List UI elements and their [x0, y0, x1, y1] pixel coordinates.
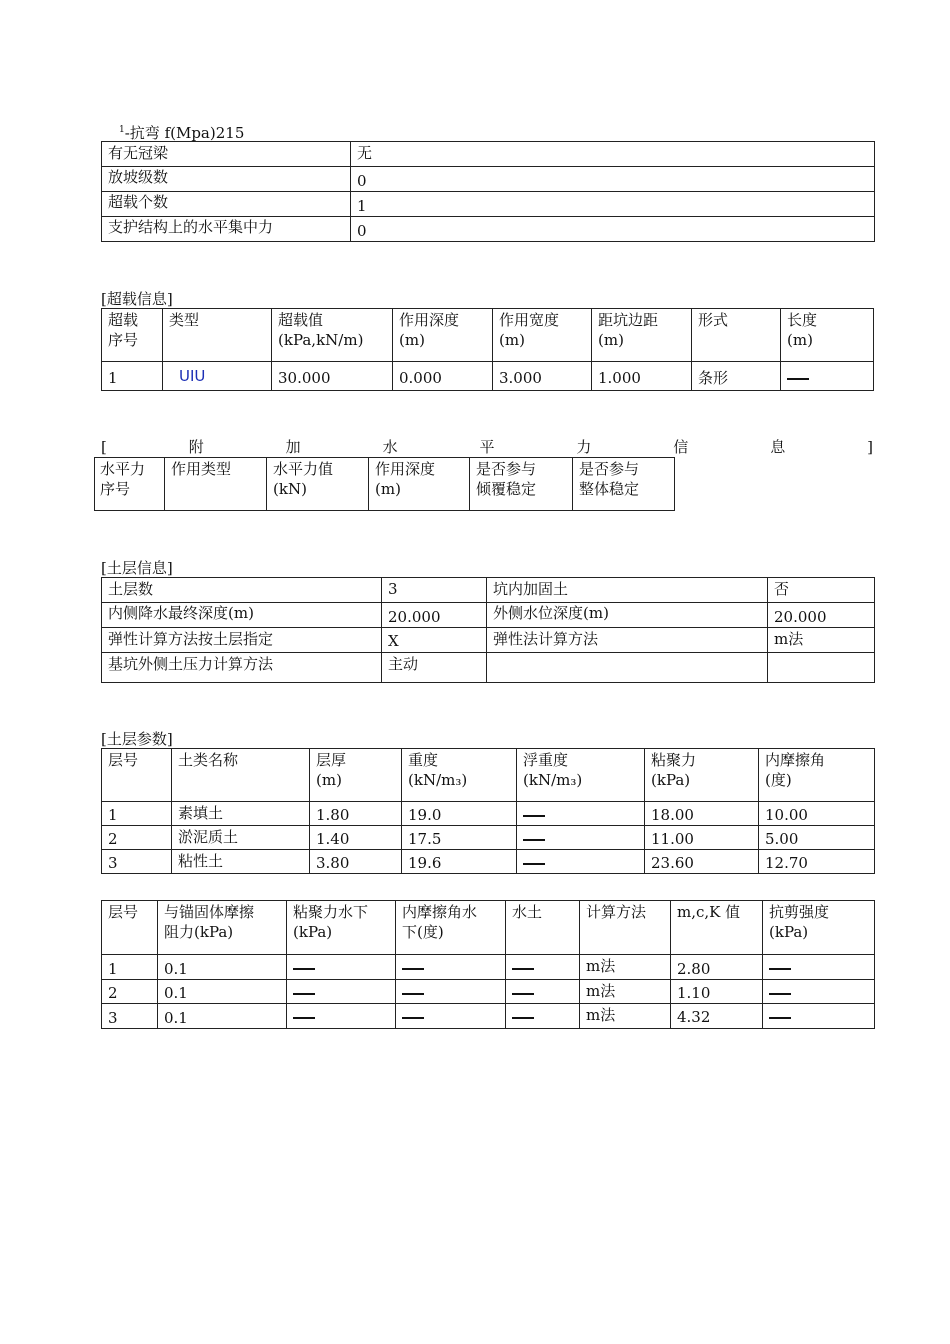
overload-table: [101, 308, 874, 391]
header-line: 倾覆稳定: [476, 480, 537, 498]
params2-header-cohesion: [287, 901, 396, 955]
params2-header-angle: [396, 901, 506, 955]
param2-cohesion: [287, 1004, 396, 1029]
params2-header-shear: [763, 901, 875, 955]
param-thick: 1.40: [310, 826, 402, 850]
basic-info-table: [101, 141, 875, 242]
param2-shear: [763, 980, 875, 1004]
overload-header-dist: [592, 309, 692, 362]
table-row: [102, 142, 875, 167]
param-thick: 3.80: [310, 850, 402, 874]
header-line: 层号: [108, 903, 139, 921]
horiz-header-no: [95, 458, 165, 511]
header-line: 与锚固体摩擦: [164, 903, 255, 921]
header-line: (m): [375, 480, 401, 498]
soil-info-value: 20.000: [768, 603, 875, 628]
basic-label: 支护结构上的水平集中力: [102, 217, 351, 242]
param2-cohesion: [287, 955, 396, 980]
header-line: 阻力(kPa): [164, 923, 234, 941]
param2-mck: 2.80: [671, 955, 763, 980]
params2-header-mck: [671, 901, 763, 955]
dash-mark: [293, 968, 315, 970]
soil-info-value: [768, 653, 875, 683]
param-cohesion: 23.60: [645, 850, 759, 874]
soil-params2-table: [101, 900, 875, 1029]
header-line: (kPa): [651, 771, 691, 789]
header-line: 抗剪强度: [769, 903, 830, 921]
header-line: 长度: [787, 311, 818, 329]
horiz-header-value: [267, 458, 369, 511]
table-row: [102, 167, 875, 192]
basic-value: 0: [351, 217, 875, 242]
top-note-sup: 1: [119, 125, 125, 135]
params2-header-watersoil: [506, 901, 580, 955]
param-cohesion: 18.00: [645, 802, 759, 826]
dash-mark: [402, 993, 424, 995]
horiz-table: [94, 457, 675, 511]
soil-info-title: [土层信息]: [101, 559, 173, 577]
param2-mck: 1.10: [671, 980, 763, 1004]
horiz-title-char: [: [101, 438, 107, 456]
header-line: (kPa,kN/m): [278, 331, 364, 349]
param2-watersoil: [506, 955, 580, 980]
param-angle: 5.00: [759, 826, 875, 850]
param2-method: m法: [580, 1004, 671, 1029]
header-line: 水土: [512, 903, 543, 921]
header-line: (度): [765, 771, 792, 789]
params-header-weight: [402, 749, 517, 802]
param2-shear: [763, 1004, 875, 1029]
param2-watersoil: [506, 1004, 580, 1029]
param-buoyant: [517, 802, 645, 826]
overload-form: 条形: [692, 362, 781, 391]
soil-params-table: [101, 748, 875, 874]
overload-header-form: [692, 309, 781, 362]
soil-params-title: [土层参数]: [101, 730, 173, 748]
table-row: [102, 802, 875, 826]
param2-method: m法: [580, 980, 671, 1004]
dash-mark: [402, 968, 424, 970]
table-row: [102, 362, 874, 391]
param-weight: 19.0: [402, 802, 517, 826]
dash-mark: [769, 1017, 791, 1019]
horiz-title-char: 信: [673, 438, 689, 456]
dash-mark: [787, 378, 809, 380]
params-header-cohesion: [645, 749, 759, 802]
table-row: [102, 192, 875, 217]
basic-value: 0: [351, 167, 875, 192]
table-row: [102, 850, 875, 874]
header-line: 整体稳定: [579, 480, 640, 498]
dash-mark: [293, 993, 315, 995]
overload-header-width: [493, 309, 592, 362]
header-line: (m): [499, 331, 525, 349]
param2-no: 2: [102, 980, 158, 1004]
horiz-header-depth: [369, 458, 470, 511]
header-line: 是否参与: [579, 460, 640, 478]
dash-mark: [512, 993, 534, 995]
overload-header-value: [272, 309, 393, 362]
dash-mark: [769, 968, 791, 970]
param-weight: 19.6: [402, 850, 517, 874]
header-line: 距坑边距: [598, 311, 659, 329]
params-header-thick: [310, 749, 402, 802]
table-header-row: [95, 458, 675, 511]
basic-value: 1: [351, 192, 875, 217]
basic-label: 有无冠梁: [102, 142, 351, 167]
header-line: 土类名称: [178, 751, 239, 769]
overload-header-length: [781, 309, 874, 362]
table-row: [102, 628, 875, 653]
params2-header-friction: [158, 901, 287, 955]
param-name: 素填土: [172, 802, 310, 826]
header-line: (m): [399, 331, 425, 349]
header-line: 类型: [169, 311, 200, 329]
table-row: [102, 980, 875, 1004]
param2-watersoil: [506, 980, 580, 1004]
horiz-title-char: 息: [770, 438, 786, 456]
header-line: (m): [787, 331, 813, 349]
param2-friction: 0.1: [158, 980, 287, 1004]
header-line: 超载: [108, 311, 139, 329]
header-line: 内摩擦角: [765, 751, 826, 769]
table-row: [102, 578, 875, 603]
overload-value: 30.000: [272, 362, 393, 391]
param2-friction: 0.1: [158, 1004, 287, 1029]
header-line: 计算方法: [586, 903, 647, 921]
header-line: 重度: [408, 751, 439, 769]
header-line: 序号: [108, 331, 139, 349]
header-line: 粘聚力: [651, 751, 697, 769]
top-note: [119, 122, 244, 143]
header-line: 形式: [698, 311, 729, 329]
table-header-row: [102, 309, 874, 362]
param-thick: 1.80: [310, 802, 402, 826]
overload-dist: 1.000: [592, 362, 692, 391]
soil-info-label: 外侧水位深度(m): [487, 603, 768, 628]
header-line: (kN/m₃): [408, 771, 468, 789]
header-line: 作用类型: [171, 460, 232, 478]
soil-info-label: 弹性计算方法按土层指定: [102, 628, 382, 653]
header-line: (kPa): [769, 923, 809, 941]
soil-info-label: 弹性法计算方法: [487, 628, 768, 653]
param-no: 2: [102, 826, 172, 850]
param-weight: 17.5: [402, 826, 517, 850]
dash-mark: [523, 839, 545, 841]
overload-depth: 0.000: [393, 362, 493, 391]
soil-info-value: 20.000: [382, 603, 487, 628]
param2-angle: [396, 955, 506, 980]
header-line: 浮重度: [523, 751, 569, 769]
table-row: [102, 1004, 875, 1029]
header-line: 作用深度: [399, 311, 460, 329]
param-angle: 12.70: [759, 850, 875, 874]
soil-info-value: 否: [768, 578, 875, 603]
header-line: 超载值: [278, 311, 324, 329]
table-row: [102, 955, 875, 980]
params-header-no: [102, 749, 172, 802]
top-note-text: -抗弯 f(Mpa)215: [124, 124, 245, 142]
horiz-title-char: 平: [479, 438, 495, 456]
header-line: 作用宽度: [499, 311, 560, 329]
horiz-header-overturn: [470, 458, 573, 511]
overload-title: [超载信息]: [101, 290, 173, 308]
header-line: 下(度): [402, 923, 444, 941]
dash-mark: [523, 815, 545, 817]
param-buoyant: [517, 826, 645, 850]
soil-info-value: 3: [382, 578, 487, 603]
table-header-row: [102, 749, 875, 802]
horiz-title-char: 力: [576, 438, 592, 456]
param2-method: m法: [580, 955, 671, 980]
header-line: 水平力: [100, 460, 146, 478]
soil-info-label: 内侧降水最终深度(m): [102, 603, 382, 628]
soil-info-label: [487, 653, 768, 683]
header-line: 层号: [108, 751, 139, 769]
header-line: (m): [598, 331, 624, 349]
header-line: (kPa): [293, 923, 333, 941]
param2-angle: [396, 1004, 506, 1029]
dash-mark: [523, 863, 545, 865]
params-header-buoyant: [517, 749, 645, 802]
overload-width: 3.000: [493, 362, 592, 391]
dash-mark: [402, 1017, 424, 1019]
soil-info-label: 基坑外侧土压力计算方法: [102, 653, 382, 683]
soil-info-value: 主动: [382, 653, 487, 683]
overload-no: 1: [102, 362, 163, 391]
dash-mark: [512, 968, 534, 970]
params2-header-method: [580, 901, 671, 955]
soil-info-value: m法: [768, 628, 875, 653]
overload-header-type: [163, 309, 272, 362]
table-row: [102, 603, 875, 628]
soil-info-label: 坑内加固土: [487, 578, 768, 603]
basic-value: 无: [351, 142, 875, 167]
overload-header-depth: [393, 309, 493, 362]
overload-type: UIU: [163, 362, 272, 391]
soil-info-value: X: [382, 628, 487, 653]
table-header-row: [102, 901, 875, 955]
horiz-title-char: 加: [285, 438, 301, 456]
param2-angle: [396, 980, 506, 1004]
param-buoyant: [517, 850, 645, 874]
param-name: 粘性土: [172, 850, 310, 874]
basic-label: 超载个数: [102, 192, 351, 217]
header-line: (kN): [273, 480, 307, 498]
table-row: [102, 217, 875, 242]
header-line: 粘聚力水下: [293, 903, 369, 921]
param2-no: 1: [102, 955, 158, 980]
overload-length: [781, 362, 874, 391]
param2-no: 3: [102, 1004, 158, 1029]
dash-mark: [769, 993, 791, 995]
header-line: (kN/m₃): [523, 771, 583, 789]
horiz-header-overall: [573, 458, 675, 511]
soil-info-label: 土层数: [102, 578, 382, 603]
param2-cohesion: [287, 980, 396, 1004]
soil-info-table: [101, 577, 875, 683]
header-line: 水平力值: [273, 460, 334, 478]
overload-header-no: [102, 309, 163, 362]
header-line: 是否参与: [476, 460, 537, 478]
param-angle: 10.00: [759, 802, 875, 826]
dash-mark: [512, 1017, 534, 1019]
param-cohesion: 11.00: [645, 826, 759, 850]
header-line: 层厚: [316, 751, 347, 769]
horiz-header-type: [165, 458, 267, 511]
dash-mark: [293, 1017, 315, 1019]
header-line: m,c,K 值: [677, 903, 741, 921]
params-header-name: [172, 749, 310, 802]
header-line: (m): [316, 771, 342, 789]
header-line: 内摩擦角水: [402, 903, 478, 921]
params-header-angle: [759, 749, 875, 802]
table-row: [102, 826, 875, 850]
header-line: 序号: [100, 480, 131, 498]
horiz-title-char: ]: [867, 438, 873, 456]
param2-shear: [763, 955, 875, 980]
param-name: 淤泥质土: [172, 826, 310, 850]
horiz-title-char: 水: [382, 438, 398, 456]
table-row: [102, 653, 875, 683]
param2-friction: 0.1: [158, 955, 287, 980]
horiz-title: [101, 437, 873, 457]
horiz-title-char: 附: [188, 438, 204, 456]
params2-header-no: [102, 901, 158, 955]
param-no: 3: [102, 850, 172, 874]
param2-mck: 4.32: [671, 1004, 763, 1029]
header-line: 作用深度: [375, 460, 436, 478]
param-no: 1: [102, 802, 172, 826]
basic-label: 放坡级数: [102, 167, 351, 192]
